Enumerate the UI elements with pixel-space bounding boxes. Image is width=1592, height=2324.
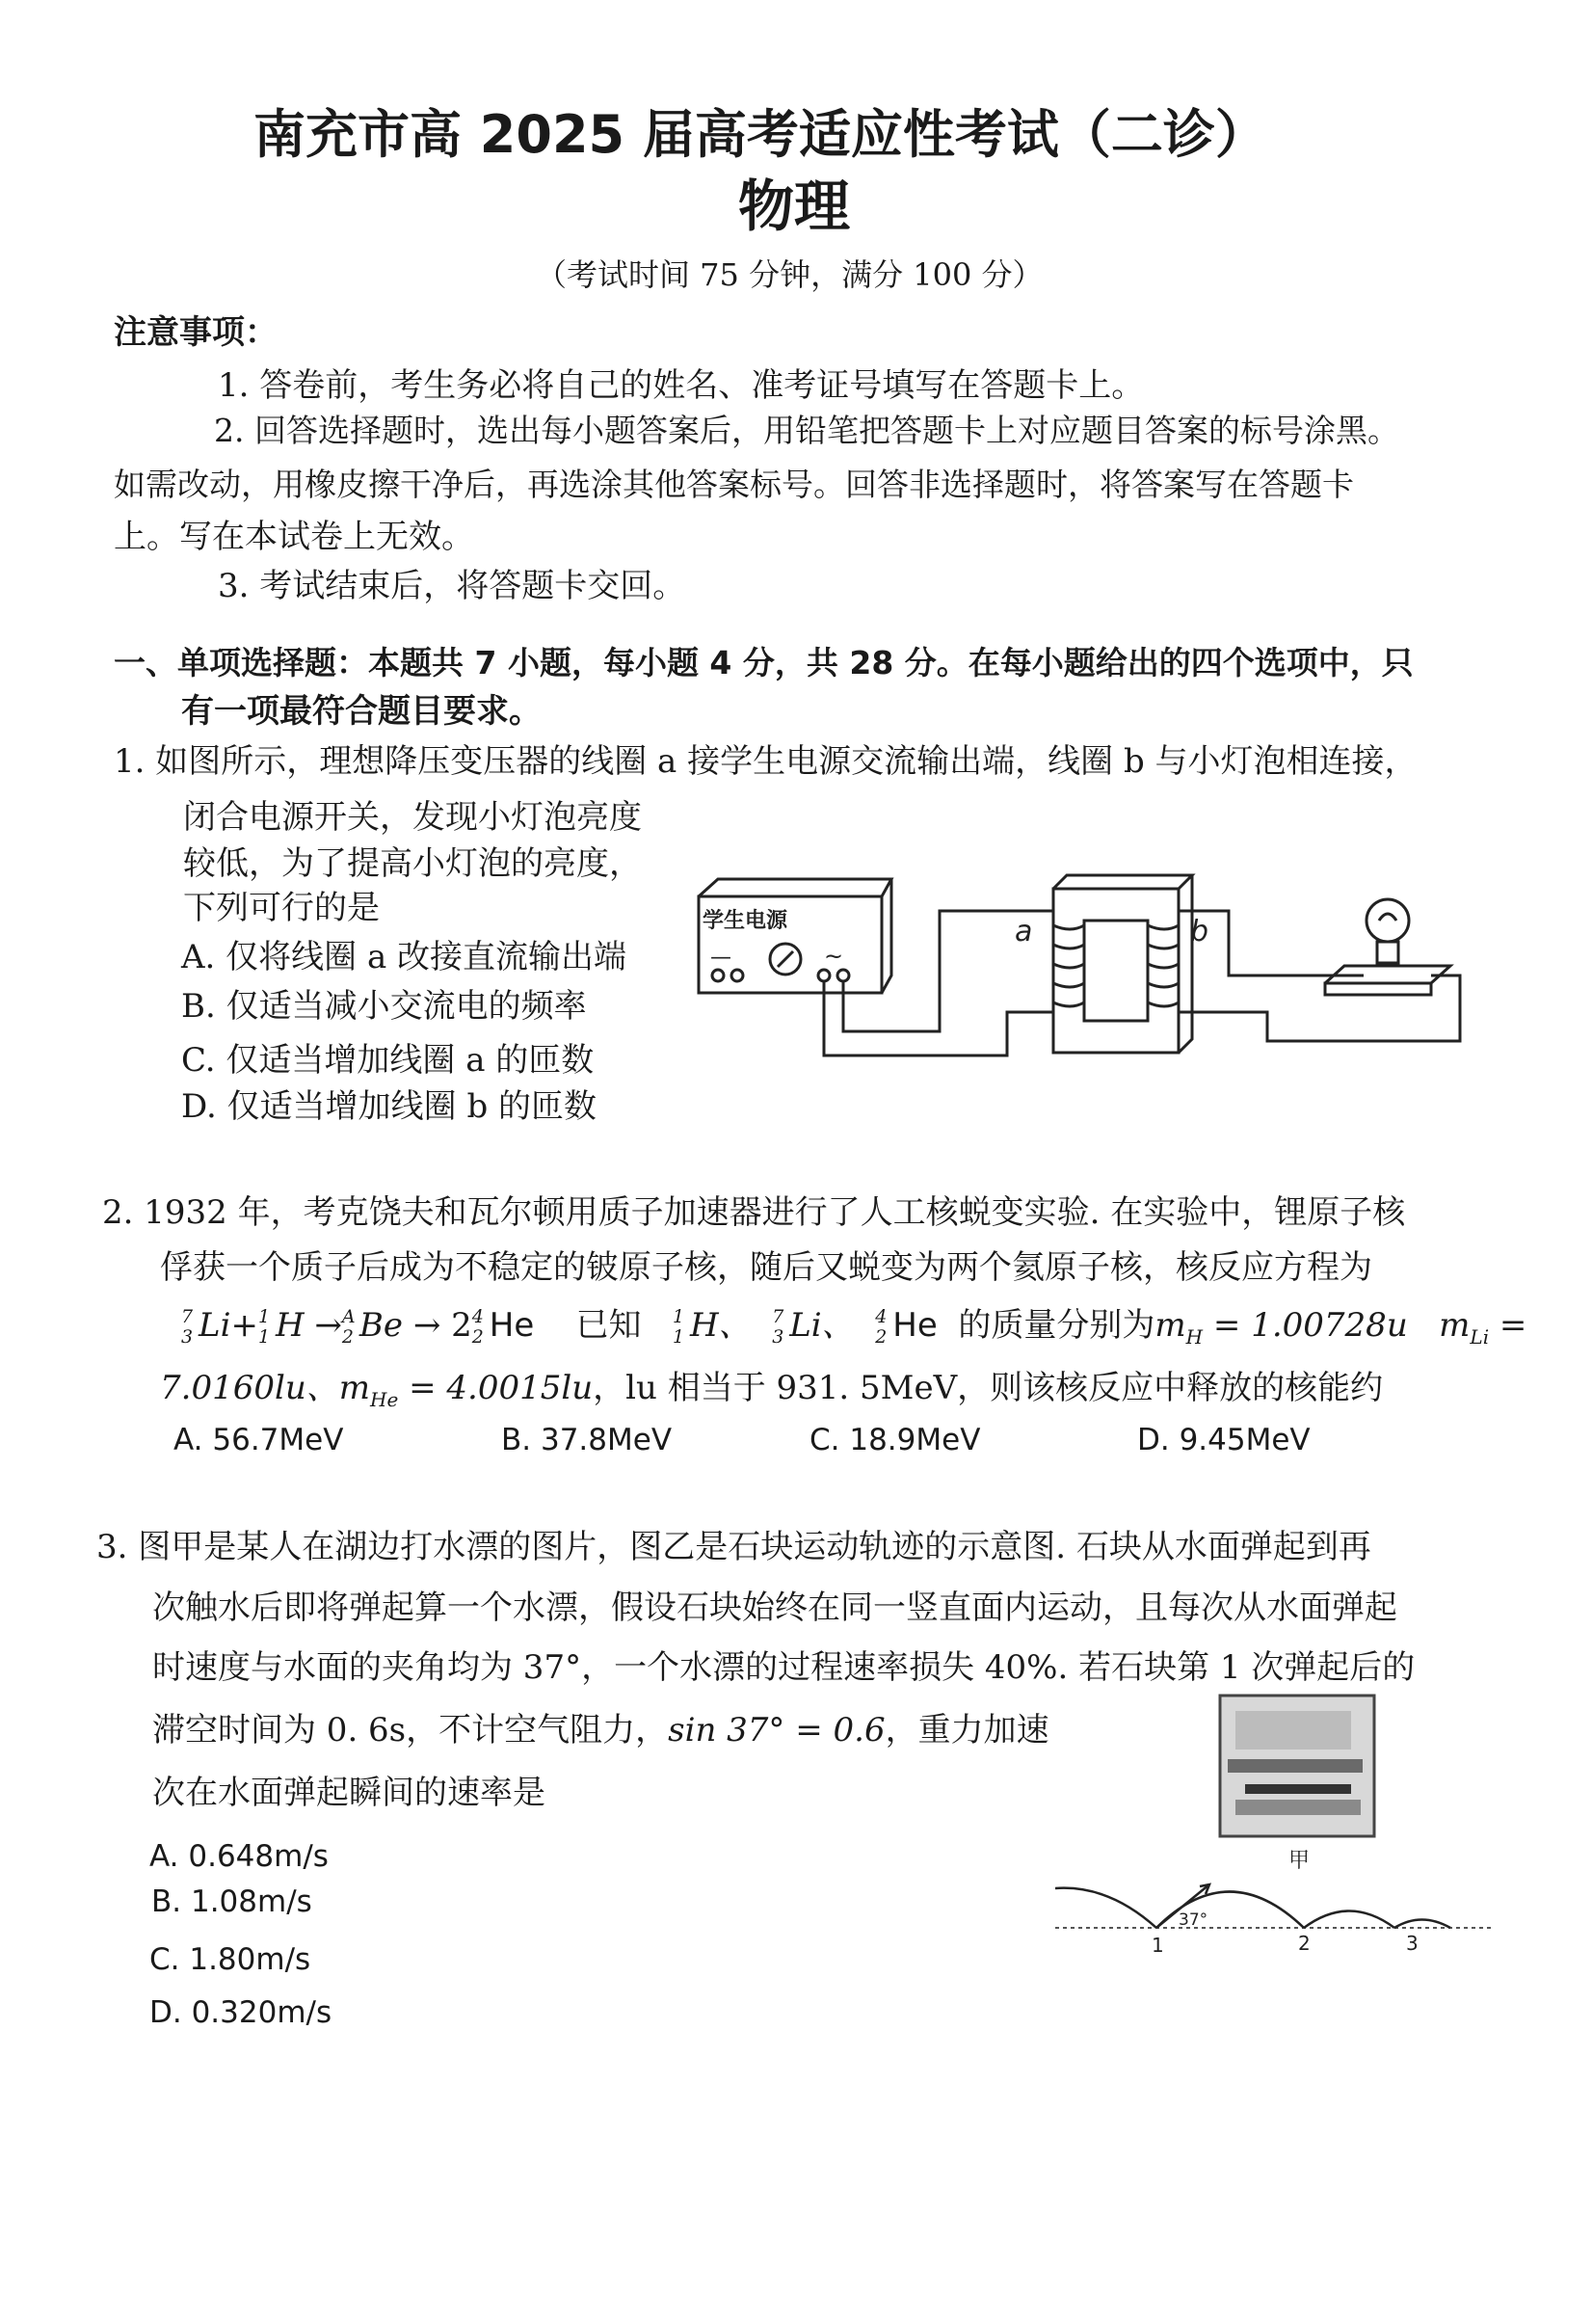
sin-expression: sin 37° = 0.6 <box>668 1711 886 1750</box>
point-1-label: 1 <box>1152 1934 1164 1957</box>
photo-label: 甲 <box>1288 1849 1311 1873</box>
arc-2 <box>1304 1911 1394 1929</box>
q2-option-c: C. 18.9MeV <box>809 1423 981 1457</box>
eq-li: Li <box>199 1306 231 1345</box>
eq-he: He <box>489 1306 535 1345</box>
q1-line4: 下列可行的是 <box>183 889 380 927</box>
q2-line4: 7.0160lu、$m_{He} = 4.0015lu$，lu 相当于 931. 5MeV，则该核反应中释放的核能约 <box>160 1369 1384 1411</box>
q3-photo-figure <box>1216 1692 1380 1875</box>
q1-option-b: B. 仅适当减小交流电的频率 <box>181 987 587 1026</box>
coil-a <box>1053 925 1084 1006</box>
section-heading-line2: 有一项最符合题目要求。 <box>181 692 542 731</box>
point-2-label: 2 <box>1298 1932 1311 1955</box>
point-3-label: 3 <box>1406 1932 1419 1955</box>
q3-line4: 滞空时间为 0. 6s，不计空气阻力，sin 37° = 0.6，重力加速 <box>152 1711 1049 1750</box>
q3-trajectory-figure <box>1055 1875 1499 1962</box>
mass-li-value: 7.0160lu、 <box>160 1369 339 1407</box>
arc-before <box>1055 1888 1156 1928</box>
q3-line2: 次触水后即将弹起算一个水漂，假设石块始终在同一竖直面内运动，且每次从水面弹起 <box>152 1589 1397 1627</box>
mass-he-value: = 4.0015lu <box>409 1369 594 1407</box>
dc-symbol: — <box>710 946 731 970</box>
section-heading-line1: 一、单项选择题：本题共 7 小题，每小题 4 分，共 28 分。在每小题给出的四个选项中，只 <box>114 644 1414 681</box>
notice-item-2-line2: 如需改动，用橡皮擦干净后，再选涂其他答案标号。回答非选择题时，将答案写在答题卡 <box>114 466 1354 503</box>
notice-item-3: 3. 考试结束后，将答题卡交回。 <box>218 567 686 605</box>
coil-a-label: a <box>1015 915 1033 948</box>
q1-option-a: A. 仅将线圈 a 改接直流输出端 <box>181 938 627 976</box>
q3-line1: 3. 图甲是某人在湖边打水漂的图片，图乙是石块运动轨迹的示意图. 石块从水面弹起到再 <box>96 1528 1371 1566</box>
exam-info: （考试时间 75 分钟，满分 100 分） <box>536 256 1044 293</box>
eq-be: Be <box>358 1306 404 1345</box>
known-label: 已知 <box>575 1306 642 1345</box>
q1-line2: 闭合电源开关，发现小灯泡亮度 <box>183 798 642 837</box>
coil-b <box>1148 925 1179 1006</box>
q3-line3: 时速度与水面的夹角均为 37°，一个水漂的过程速率损失 40%. 若石块第 1 次弹起后的 <box>152 1648 1416 1687</box>
angle-label: 37° <box>1179 1910 1208 1930</box>
bulb-icon <box>1366 899 1409 942</box>
notice-item-2-line3: 上。写在本试卷上无效。 <box>114 518 474 556</box>
notice-item-2-line1: 2. 回答选择题时，选出每小题答案后，用铅笔把答题卡上对应题目答案的标号涂黑。 <box>214 412 1399 449</box>
mass-h-value: = 1.00728u <box>1212 1306 1408 1345</box>
q1-option-c: C. 仅适当增加线圈 a 的匝数 <box>181 1041 595 1080</box>
notice-item-1: 1. 答卷前，考生务必将自己的姓名、准考证号填写在答题卡上。 <box>218 366 1145 405</box>
q3-option-a: A. 0.648m/s <box>149 1839 329 1874</box>
power-supply-label: 学生电源 <box>703 909 788 933</box>
q1-line3: 较低，为了提高小灯泡的亮度， <box>183 844 642 883</box>
eq-h: H <box>275 1306 305 1345</box>
ac-symbol: ~ <box>824 943 844 970</box>
arc-3 <box>1394 1920 1450 1929</box>
notice-heading: 注意事项： <box>114 313 278 352</box>
q2-equation-line: 7 3 Li+ 1 1 H → A 2 Be → 2 4 2 He 已知 1 1 H、 7 3 Li、 4 2 He 的质量分别为$m_H = 1.00728u$ $m_{Li}$ = <box>181 1306 1527 1349</box>
q2-line2: 俘获一个质子后成为不稳定的铍原子核，随后又蜕变为两个氦原子核，核反应方程为 <box>160 1248 1372 1287</box>
q3-option-b: B. 1.08m/s <box>151 1884 312 1919</box>
q2-option-b: B. 37.8MeV <box>501 1423 673 1457</box>
coil-b-label: b <box>1190 915 1209 948</box>
q1-option-d: D. 仅适当增加线圈 b 的匝数 <box>181 1087 597 1126</box>
q1-line1: 1. 如图所示，理想降压变压器的线圈 a 接学生电源交流输出端，线圈 b 与小灯泡相连接， <box>114 742 1418 781</box>
transformer-core <box>1053 889 1179 1053</box>
q2-line1: 2. 1932 年，考克饶夫和瓦尔顿用质子加速器进行了人工核蜕变实验. 在实验中，锂原子核 <box>102 1193 1406 1232</box>
page-title: 南充市高 2025 届高考适应性考试（二诊） <box>253 104 1267 165</box>
q3-option-c: C. 1.80m/s <box>149 1942 311 1977</box>
q3-option-d: D. 0.320m/s <box>149 1995 332 2030</box>
subject-title: 物理 <box>738 174 851 239</box>
q2-option-d: D. 9.45MeV <box>1137 1423 1311 1457</box>
q3-line5: 次在水面弹起瞬间的速率是 <box>152 1774 545 1812</box>
q1-circuit-figure <box>689 868 1479 1070</box>
q2-option-a: A. 56.7MeV <box>173 1423 344 1457</box>
